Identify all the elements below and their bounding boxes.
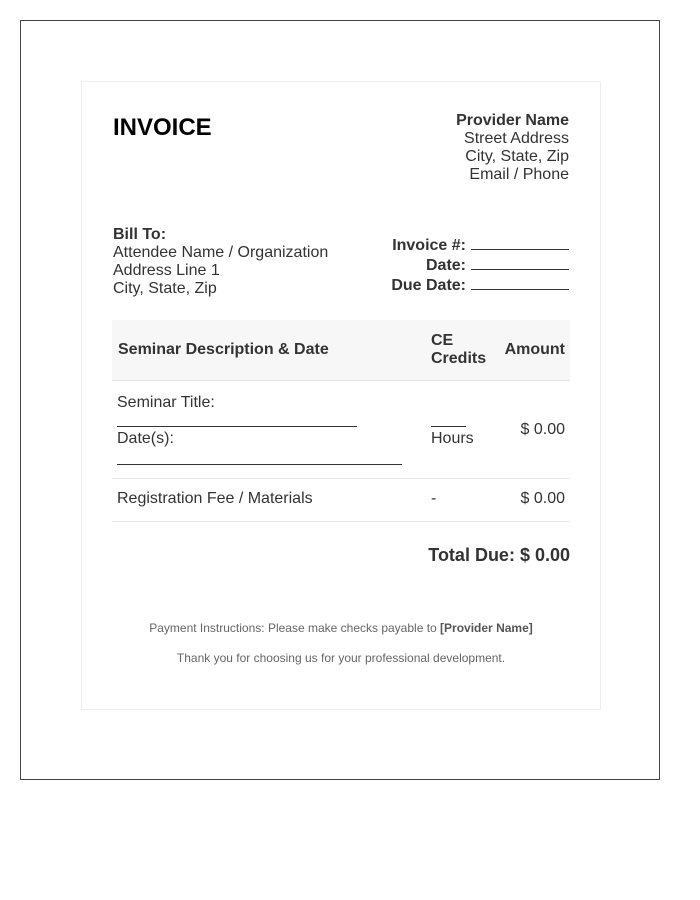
hours-blank <box>431 426 466 427</box>
date-row <box>391 255 569 275</box>
header-ce-credits <box>431 332 486 368</box>
header-amount: Amount <box>504 341 565 358</box>
thank-you-note: Thank you for choosing us for your professional development. <box>176 651 506 665</box>
invoice-number-label: Invoice #: <box>392 237 466 254</box>
due-date-blank <box>471 275 569 290</box>
hours-label: Hours <box>431 430 474 447</box>
seminar-title-label: Seminar Title: <box>117 394 215 411</box>
bill-to-label: Bill To: <box>113 226 167 243</box>
table-header <box>112 320 570 381</box>
date-label: Date: <box>425 257 466 274</box>
payment-instructions <box>81 621 601 635</box>
payment-prefix: Payment Instructions: Please make checks payable to <box>149 621 441 635</box>
registration-ce: - <box>431 490 437 507</box>
provider-city: City, State, Zip <box>465 148 569 165</box>
invoice-meta <box>391 235 569 295</box>
provider-street: Street Address <box>464 130 569 147</box>
due-date-label: Due Date: <box>391 277 466 294</box>
total-due: Total Due: $ 0.00 <box>428 545 570 565</box>
due-date-row <box>391 275 569 295</box>
provider-info <box>456 112 569 184</box>
registration-amount: $ 0.00 <box>520 490 565 507</box>
invoice-title: INVOICE <box>113 114 212 141</box>
payment-provider-name: [Provider Name] <box>440 621 533 635</box>
header-description: Seminar Description & Date <box>118 341 329 358</box>
header-ce-line1: CE <box>431 332 454 349</box>
registration-description: Registration Fee / Materials <box>117 490 313 507</box>
table-row <box>112 380 570 479</box>
date-blank <box>471 255 569 270</box>
provider-contact: Email / Phone <box>469 166 569 183</box>
provider-name: Provider Name <box>456 112 569 129</box>
invoice-number-blank <box>471 235 569 250</box>
attendee-name: Attendee Name / Organization <box>113 244 329 261</box>
table-row <box>112 478 570 522</box>
seminar-title-blank <box>117 426 357 427</box>
invoice-number-row <box>391 235 569 255</box>
attendee-city: City, State, Zip <box>113 280 217 297</box>
seminar-amount: $ 0.00 <box>520 421 565 438</box>
seminar-dates-label: Date(s): <box>117 430 174 447</box>
bill-to <box>113 226 328 298</box>
header-ce-line2: Credits <box>431 350 487 367</box>
attendee-address: Address Line 1 <box>113 262 220 279</box>
seminar-dates-blank <box>117 464 402 465</box>
